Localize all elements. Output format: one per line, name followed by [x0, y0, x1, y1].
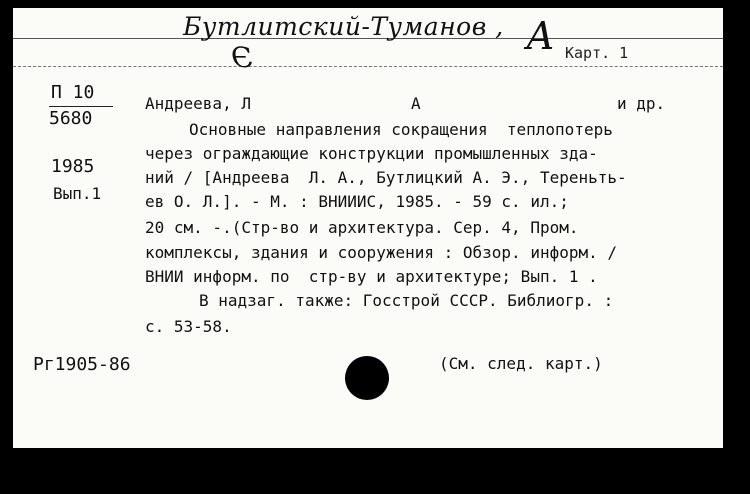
text-line: через ограждающие конструкции промышленных зда- — [145, 144, 598, 163]
issue: Вып.1 — [53, 184, 102, 203]
text-line: с. 53-58. — [145, 317, 232, 336]
text-line: ний / [Андреева Л. А., Бутлицкий А. Э., Тереньть- — [145, 168, 627, 187]
continued-note: (См. след. карт.) — [439, 354, 603, 373]
year: 1985 — [51, 156, 95, 177]
text-line: ВНИИ информ. по стр-ву и архитектуре; Вып. 1 . — [145, 267, 598, 286]
card-punch-hole — [345, 356, 389, 400]
shelf-mark-divider — [49, 106, 113, 107]
author-etal: и др. — [617, 94, 666, 113]
author-initial: А — [411, 94, 421, 113]
handwritten-author: Бутлитский-Туманов , — [183, 12, 504, 41]
text-line: В надзаг. также: Госстрой СССР. Библиогр. : — [199, 291, 614, 310]
shelf-mark-bottom: 5680 — [49, 108, 93, 129]
handwritten-initial-extra: Э — [231, 41, 253, 74]
text-line: ев О. Л.]. - М. : ВНИИИС, 1985. - 59 с. ил.; — [145, 192, 569, 211]
inventory-number: Рг1905-86 — [33, 354, 131, 375]
author-surname: Андреева, Л — [145, 94, 251, 113]
catalog-card — [13, 8, 723, 448]
handwritten-initial: А — [526, 14, 555, 58]
text-line: 20 см. -.(Стр-во и архитектура. Сер. 4, Пром. — [145, 218, 579, 237]
card-number: Карт. 1 — [565, 44, 629, 62]
second-rule — [13, 66, 723, 67]
text-line: комплексы, здания и сооружения : Обзор. информ. / — [145, 243, 618, 262]
shelf-mark-top: П 10 — [51, 82, 95, 103]
text-line: Основные направления сокращения теплопотерь — [189, 120, 613, 139]
